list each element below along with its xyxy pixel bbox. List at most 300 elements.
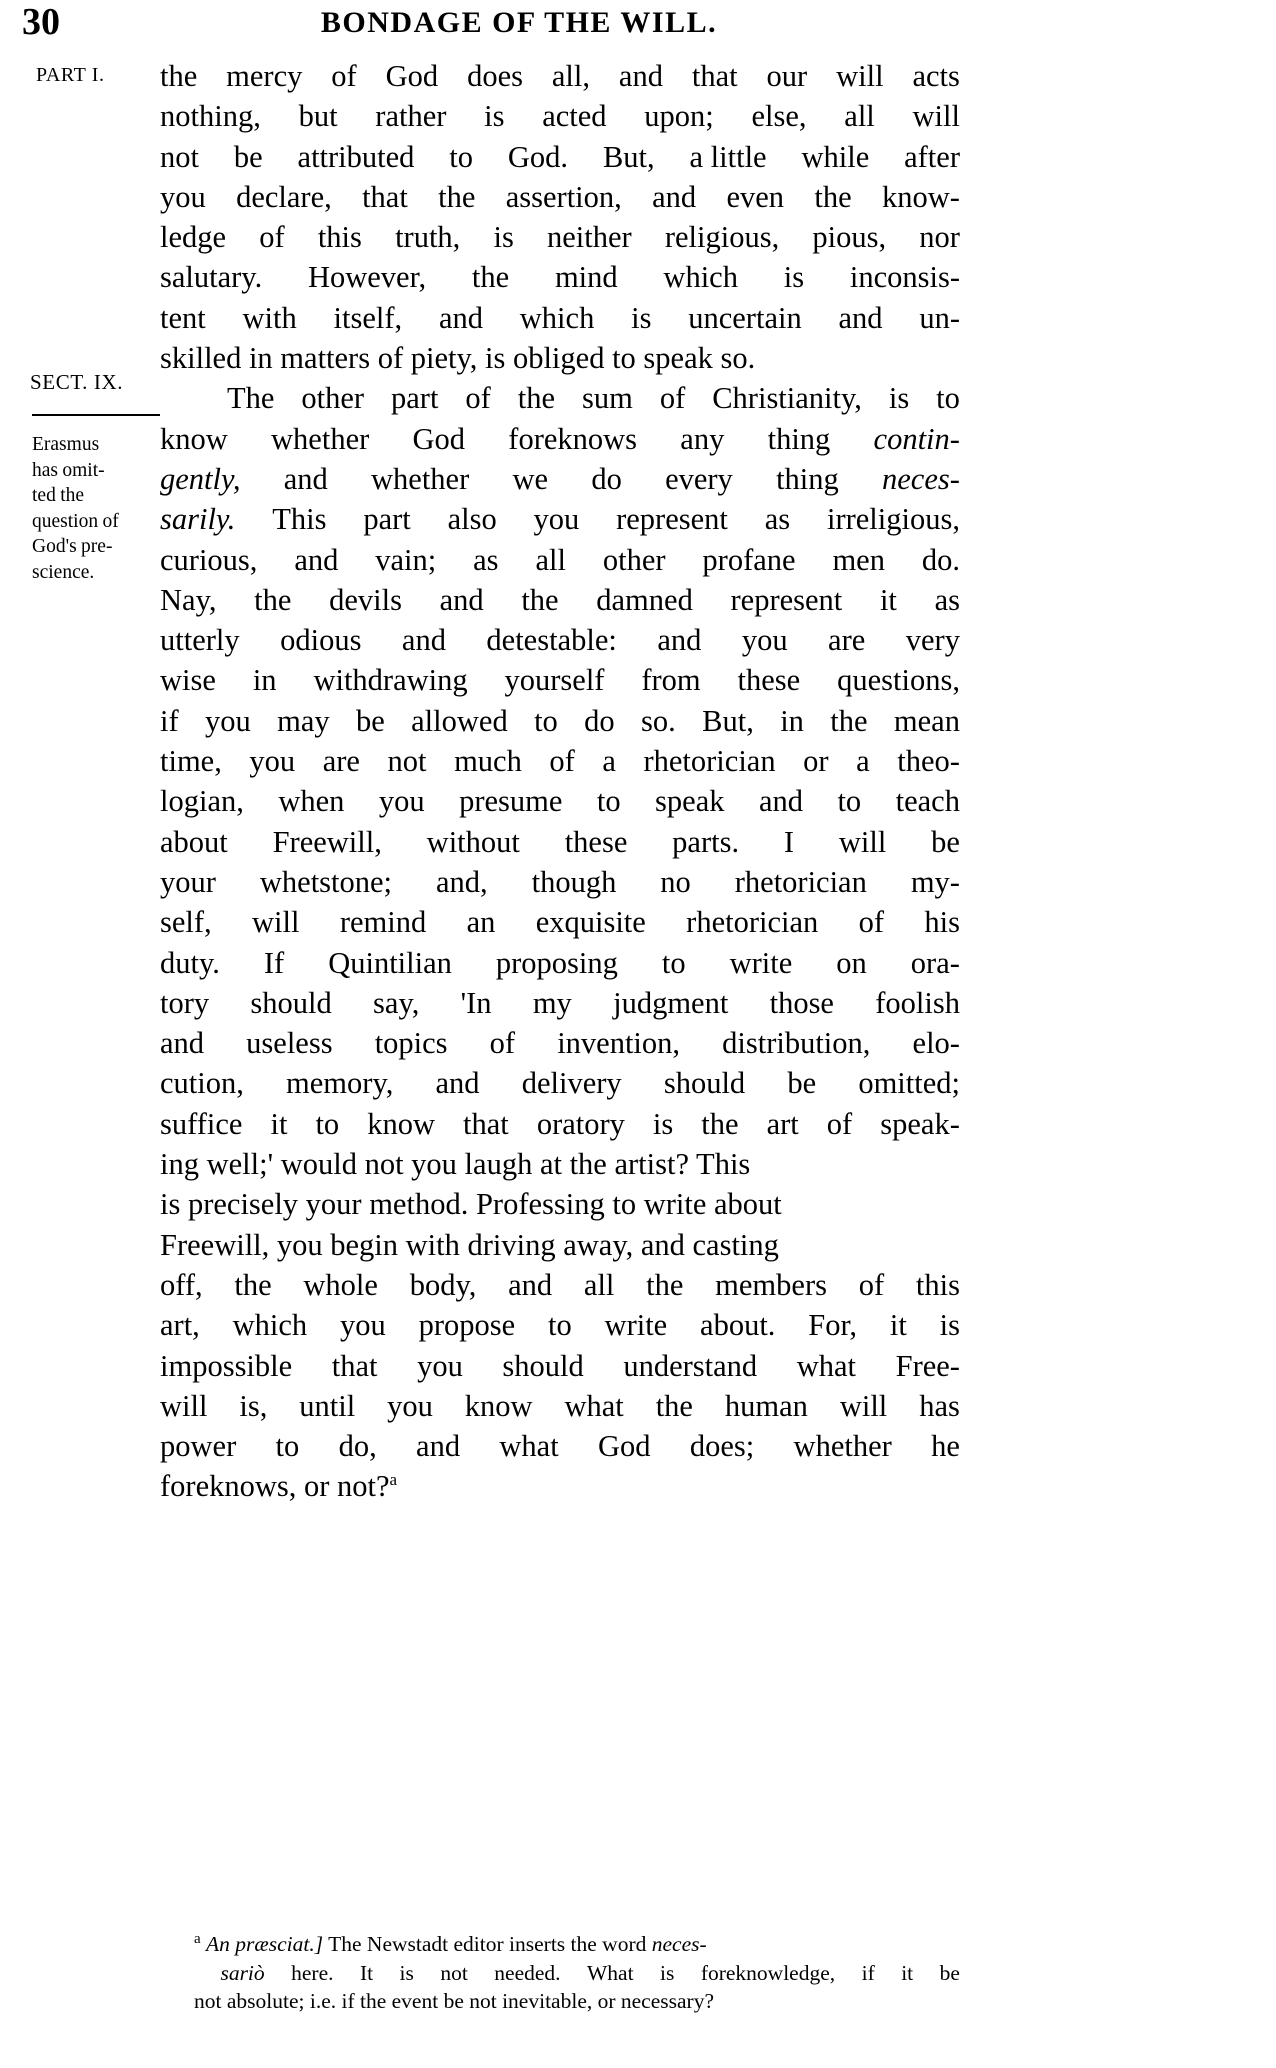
body-word: will	[912, 99, 960, 134]
body-word: whetstone;	[259, 864, 393, 899]
body-line	[160, 96, 960, 136]
body-word: judgment	[613, 985, 729, 1020]
body-word: about	[160, 824, 228, 859]
body-line	[160, 1386, 960, 1426]
body-word: and	[160, 1026, 205, 1061]
body-word: this	[317, 220, 362, 255]
body-word: oratory	[536, 1106, 625, 1141]
body-word: understand	[623, 1348, 758, 1383]
footnote-block	[160, 1930, 960, 2016]
body-word: utterly	[160, 623, 240, 658]
body-word: but	[298, 99, 338, 134]
body-word: what	[796, 1348, 857, 1383]
body-word: without	[426, 824, 520, 859]
body-word: God	[385, 59, 439, 93]
body-word: not	[387, 744, 427, 779]
body-word: gently,	[160, 461, 241, 496]
body-line	[160, 943, 960, 983]
body-word: very	[905, 623, 960, 658]
body-word: should	[250, 985, 332, 1020]
body-word: as	[473, 542, 499, 577]
body-word: foreknows	[508, 421, 638, 456]
body-word: whether	[371, 461, 470, 496]
body-word: has	[919, 1388, 960, 1423]
body-word: attributed	[297, 139, 415, 174]
body-word: curious,	[160, 542, 258, 577]
body-word: does	[467, 59, 523, 93]
body-word: and	[416, 1429, 461, 1464]
body-word: Free-	[895, 1348, 960, 1383]
body-word: you	[387, 1388, 433, 1423]
body-line	[160, 741, 960, 781]
body-word: questions,	[837, 663, 960, 698]
body-word: suffice	[160, 1106, 243, 1141]
body-word: if	[160, 703, 179, 738]
body-word: tent	[160, 300, 206, 335]
body-word: acted	[542, 99, 607, 134]
body-word: of	[465, 381, 491, 416]
body-word: know	[367, 1106, 435, 1141]
body-word: the	[517, 381, 556, 416]
body-word: and	[652, 179, 697, 214]
body-word: is	[484, 99, 505, 134]
footnote-word: here.	[291, 1960, 334, 1985]
body-word: theo-	[897, 744, 960, 779]
body-word: to	[449, 139, 474, 174]
body-word: all	[583, 1267, 615, 1302]
body-word: those	[769, 985, 834, 1020]
body-word: he	[931, 1429, 960, 1464]
body-word: withdrawing	[313, 663, 468, 698]
body-word: the	[438, 179, 476, 214]
side-note-line: God's pre-	[32, 536, 113, 557]
footnote-marker: a	[194, 1930, 201, 1947]
body-word: is	[631, 300, 652, 335]
body-word: and	[438, 300, 483, 335]
body-word: which	[663, 260, 738, 295]
footnote-word: not	[440, 1960, 468, 1985]
body-word: cution,	[160, 1066, 244, 1101]
body-word: off,	[160, 1267, 203, 1302]
body-line	[160, 56, 960, 96]
body-word: be	[355, 703, 385, 738]
body-line	[160, 499, 960, 539]
body-word: even	[726, 179, 785, 214]
body-word: human	[724, 1388, 808, 1423]
body-word: your	[160, 864, 216, 899]
body-word: these	[564, 824, 628, 859]
body-word: whether	[793, 1429, 892, 1464]
body-word: rhetorician	[643, 744, 776, 779]
body-word: will	[160, 1388, 208, 1423]
side-note-line: question of	[32, 510, 119, 532]
body-word: what	[564, 1388, 624, 1423]
body-word: when	[278, 784, 345, 819]
body-line	[160, 1104, 960, 1144]
body-word: and	[657, 623, 702, 658]
body-word: For,	[808, 1308, 858, 1343]
body-line	[160, 419, 960, 459]
body-line	[160, 459, 960, 499]
body-word: we	[512, 461, 549, 496]
body-word: are	[322, 744, 360, 779]
body-word: until	[299, 1388, 356, 1423]
body-word: be	[233, 139, 263, 174]
body-word: should	[663, 1066, 746, 1101]
body-word: foolish	[875, 985, 960, 1020]
body-word: may	[277, 703, 330, 738]
body-word: remind	[339, 905, 427, 940]
side-note-line: science.	[32, 561, 95, 583]
body-word: speak	[655, 784, 725, 819]
footnote-word: needed.	[494, 1960, 561, 1985]
body-word: represent	[616, 502, 728, 537]
body-word: truth,	[395, 220, 461, 255]
body-word: and	[439, 582, 484, 617]
body-word: from	[641, 663, 701, 698]
body-word: men	[832, 542, 885, 577]
body-word: and	[758, 784, 803, 819]
body-word: But,	[602, 139, 655, 174]
body-line	[160, 983, 960, 1023]
body-word: part	[391, 381, 439, 416]
body-word: time,	[160, 744, 222, 779]
body-word: distribution,	[722, 1026, 871, 1061]
side-note-part: PART I.	[36, 64, 105, 86]
body-word: the	[646, 1267, 684, 1302]
body-word: is	[939, 1308, 960, 1343]
body-word: a	[856, 744, 870, 779]
body-word: no	[660, 864, 691, 899]
body-line	[160, 701, 960, 741]
page-number: 30	[22, 1, 60, 43]
side-note-text	[32, 432, 168, 585]
body-word: that	[463, 1106, 509, 1141]
body-text-column	[160, 56, 960, 1507]
body-line: Freewill, you begin with driving away, and casting	[160, 1227, 779, 1262]
body-word: Nay,	[160, 582, 217, 617]
body-word: about.	[700, 1308, 776, 1343]
body-word: sarily.	[160, 502, 236, 537]
body-line	[160, 862, 960, 902]
body-word: know-	[881, 179, 960, 214]
side-note-line: has omit-	[32, 459, 105, 481]
body-word: after	[904, 139, 960, 174]
body-word: and	[508, 1267, 553, 1302]
body-word: God	[598, 1429, 651, 1464]
body-word: other	[301, 381, 365, 416]
body-line	[160, 540, 960, 580]
footnote-word: foreknowledge,	[700, 1960, 836, 1985]
body-word: you	[160, 179, 206, 214]
body-word: whole	[303, 1267, 378, 1302]
body-word: in	[780, 703, 804, 738]
body-word: you	[417, 1348, 463, 1383]
body-word: rather	[375, 99, 447, 134]
body-word: self,	[160, 905, 212, 940]
footnote-line	[160, 1930, 960, 1959]
body-word: with	[242, 300, 297, 335]
body-word: else,	[751, 99, 807, 134]
body-word: of	[858, 905, 885, 940]
body-word: irreligious,	[826, 502, 960, 537]
body-word: nor	[919, 220, 960, 255]
body-word: also	[447, 502, 497, 537]
body-word: which	[232, 1308, 308, 1343]
body-word: the	[160, 59, 198, 93]
body-word: that	[691, 59, 738, 93]
body-word: is	[493, 220, 514, 255]
body-word: thing	[767, 421, 831, 456]
body-word: all	[844, 99, 875, 134]
body-word: art,	[160, 1308, 200, 1343]
body-word: you	[340, 1308, 386, 1343]
body-word: mind	[554, 260, 618, 295]
body-line	[160, 1305, 960, 1345]
body-line	[160, 257, 960, 297]
body-word: mercy	[226, 59, 303, 93]
body-line	[160, 1265, 960, 1305]
body-word: odious	[280, 623, 362, 658]
body-word: of	[826, 1106, 853, 1141]
footnote-word: be	[939, 1960, 960, 1985]
body-word: or	[803, 744, 829, 779]
body-word: much	[454, 744, 522, 779]
footnote-word: if	[861, 1960, 875, 1985]
footnote-word: sariò	[220, 1960, 265, 1985]
body-word: you	[205, 703, 251, 738]
body-word: neither	[547, 220, 632, 255]
footnote-reference: a	[389, 1470, 398, 1490]
body-word: is	[652, 1106, 674, 1141]
body-word: exquisite	[535, 905, 646, 940]
body-word: But,	[702, 703, 754, 738]
body-word: and	[283, 461, 328, 496]
body-word: of	[489, 1026, 516, 1061]
footnote-word: is	[399, 1960, 414, 1985]
body-word: this	[915, 1267, 960, 1302]
body-word: body,	[409, 1267, 477, 1302]
body-word: Christianity,	[712, 381, 862, 416]
body-word: and	[838, 300, 883, 335]
body-word: art	[766, 1106, 799, 1141]
running-title: BONDAGE OF THE WILL.	[320, 6, 718, 39]
body-word: you	[378, 784, 425, 819]
body-word: to	[596, 784, 621, 819]
body-word: whether	[271, 421, 370, 456]
body-word: The	[226, 381, 275, 416]
body-line	[160, 822, 960, 862]
body-line	[160, 660, 960, 700]
body-word: However,	[307, 260, 427, 295]
body-word: the	[830, 703, 868, 738]
body-word: topics	[374, 1026, 448, 1061]
body-word: allowed	[411, 703, 508, 738]
body-word: profane	[702, 542, 796, 577]
body-word: write	[729, 945, 793, 980]
footnote-word: it	[901, 1960, 914, 1985]
body-word: do,	[338, 1429, 377, 1464]
body-word: be	[931, 824, 960, 859]
footnote-word: What	[587, 1960, 634, 1985]
body-word: un-	[919, 300, 960, 335]
body-word: devils	[329, 582, 402, 617]
body-word: it	[879, 582, 897, 617]
body-word: be	[787, 1066, 817, 1101]
body-word: ora-	[910, 945, 960, 980]
body-line	[160, 177, 960, 217]
body-word: know	[464, 1388, 533, 1423]
body-word: nothing,	[160, 99, 261, 134]
body-word: logian,	[160, 784, 244, 819]
body-word: write	[604, 1308, 668, 1343]
body-word: Freewill,	[272, 824, 382, 859]
body-word: are	[828, 623, 866, 658]
body-word: our	[766, 59, 808, 93]
body-word: do	[591, 461, 622, 496]
body-word: impossible	[160, 1348, 293, 1383]
body-line	[160, 1346, 960, 1386]
body-word: as	[934, 582, 960, 617]
body-word: do.	[921, 542, 960, 577]
body-line	[160, 620, 960, 660]
body-word: neces-	[882, 461, 960, 496]
body-word: to	[275, 1429, 300, 1464]
body-word: Quintilian	[328, 945, 452, 980]
body-word: assertion,	[505, 179, 622, 214]
body-line	[160, 1023, 960, 1063]
body-word: salutary.	[160, 260, 263, 295]
body-word: the	[234, 1267, 272, 1302]
body-word: as	[764, 502, 791, 537]
body-word: rhetorician	[686, 905, 819, 940]
body-word: 'In	[460, 985, 492, 1020]
body-word: inconsis-	[849, 260, 960, 295]
body-lines	[160, 56, 960, 1507]
body-word: to	[661, 945, 686, 980]
body-word: the	[814, 179, 852, 214]
body-word: power	[160, 1429, 237, 1464]
body-word: do	[584, 703, 615, 738]
body-word: upon;	[644, 99, 714, 134]
body-word: sum	[582, 381, 633, 416]
body-word: elo-	[912, 1026, 960, 1061]
body-word: to	[315, 1106, 340, 1141]
body-word: of	[259, 220, 285, 255]
body-word: and,	[435, 864, 488, 899]
side-note-section: SECT. IX.	[30, 370, 124, 394]
body-word: presume	[459, 784, 563, 819]
body-word: you	[741, 623, 788, 658]
body-word: these	[737, 663, 801, 698]
footnote-line: not absolute; i.e. if the event be not inevitable, or necessary?	[194, 1989, 714, 2013]
body-word: you	[533, 502, 580, 537]
body-word: vain;	[375, 542, 437, 577]
body-word: is,	[239, 1388, 268, 1423]
body-word: mean	[893, 703, 960, 738]
footnote-italic-word: neces-	[651, 1932, 707, 1956]
body-word: declare,	[236, 179, 332, 214]
body-word: represent	[730, 582, 843, 617]
body-line	[160, 1426, 960, 1466]
body-word: on	[836, 945, 867, 980]
body-word: itself,	[333, 300, 403, 335]
body-word: should	[502, 1348, 584, 1383]
body-word: parts.	[672, 824, 740, 859]
body-word: will	[836, 59, 884, 93]
body-word: of	[858, 1267, 885, 1302]
body-line	[160, 781, 960, 821]
body-line	[160, 902, 960, 942]
body-word: an	[466, 905, 496, 940]
body-word: rhetorician	[734, 864, 867, 899]
body-word: in	[252, 663, 277, 698]
body-word: not	[160, 139, 199, 174]
body-word: so.	[641, 703, 676, 738]
body-word: speak-	[880, 1106, 960, 1141]
body-word: wise	[160, 663, 216, 698]
body-word: pious,	[812, 220, 887, 255]
body-word: tory	[160, 985, 210, 1020]
body-line	[160, 378, 960, 418]
body-word: uncertain	[688, 300, 802, 335]
body-word: will	[838, 824, 887, 859]
body-word: useless	[246, 1026, 333, 1061]
body-word: the	[701, 1106, 739, 1141]
footnote-lemma: An præsciat.]	[206, 1932, 324, 1956]
body-word: damned	[596, 582, 693, 617]
body-word: contin-	[873, 421, 960, 456]
body-word: the	[471, 260, 510, 295]
body-word: duty.	[160, 945, 220, 980]
body-word: of	[331, 59, 357, 93]
body-word: all,	[551, 59, 591, 93]
body-word: though	[531, 864, 617, 899]
footnote-word: is	[660, 1960, 675, 1985]
body-word: part	[363, 502, 411, 537]
body-word: omitted;	[858, 1066, 960, 1101]
body-word: is	[888, 381, 910, 416]
body-word: is	[783, 260, 805, 295]
body-word: what	[499, 1429, 559, 1464]
body-word: my	[532, 985, 572, 1020]
body-word: members	[715, 1267, 827, 1302]
side-note-line: Erasmus	[32, 434, 100, 455]
body-word: proposing	[495, 945, 618, 980]
body-line: is precisely your method. Professing to write about	[160, 1187, 782, 1222]
body-word: a	[602, 744, 616, 779]
body-word: know	[160, 421, 228, 456]
body-word: other	[602, 542, 666, 577]
body-word: of	[659, 381, 686, 416]
body-word: of	[549, 744, 575, 779]
body-line	[160, 298, 960, 338]
body-word: you	[249, 744, 296, 779]
body-word: the	[254, 582, 292, 617]
body-word: does;	[689, 1429, 755, 1464]
body-word: it	[889, 1308, 907, 1343]
body-word: the	[655, 1388, 693, 1423]
side-note-divider	[32, 414, 160, 416]
body-word: to	[936, 381, 960, 416]
body-word: memory,	[286, 1066, 394, 1101]
body-word: detestable:	[486, 623, 617, 658]
footnote-line	[160, 1959, 960, 1988]
body-word: and	[435, 1066, 480, 1101]
body-word: and	[401, 623, 446, 658]
body-word: propose	[418, 1308, 516, 1343]
body-word: his	[924, 905, 960, 940]
